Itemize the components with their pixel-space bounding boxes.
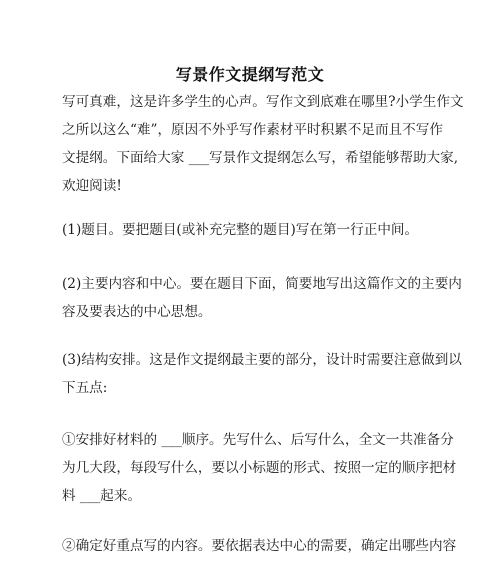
paragraph-line: ①安排好材料的 ___顺序。先写什么、后写什么，全文一共准备分	[62, 432, 454, 448]
paragraph-line: 之所以这么“难”，原因不外乎写作素材平时积累不足而且不写作	[62, 122, 443, 138]
document-title: 写景作文提纲写范文	[175, 65, 325, 84]
paragraph-line: 下五点:	[62, 380, 108, 396]
point-one-paragraph	[62, 426, 457, 510]
paragraph-line: 欢迎阅读!	[62, 178, 122, 194]
paragraph-line: 料 ___起来。	[62, 488, 142, 504]
paragraph-line: 容及要表达的中心思想。	[62, 304, 212, 320]
item-content-paragraph	[62, 270, 462, 326]
paragraph-line: (3)结构安排。这是作文提纲最主要的部分，设计时需要注意做到以	[62, 352, 462, 368]
cut-off-line-fragment	[62, 556, 444, 566]
paragraph-line: 为几大段，每段写什么，要以小标题的形式、按照一定的顺序把材	[62, 460, 457, 476]
item-structure-paragraph	[62, 346, 462, 402]
item-title-paragraph	[62, 216, 444, 244]
paragraph-line: 写可真难，这是许多学生的心声。写作文到底难在哪里?小学生作文	[62, 94, 464, 110]
paragraph-line: 文提纲。下面给大家 ___写景作文提纲怎么写，希望能够帮助大家,	[62, 150, 459, 166]
paragraph-line: ②确定好重点写的内容。要依据表达中心的需要，确定出哪些内容	[62, 538, 457, 554]
paragraph-line: (2)主要内容和中心。要在题目下面，简要地写出这篇作文的主要内	[62, 276, 462, 292]
intro-paragraph	[62, 88, 464, 200]
paragraph-line: (1)题目。要把题目(或补充完整的题目)写在第一行正中间。	[62, 222, 419, 238]
